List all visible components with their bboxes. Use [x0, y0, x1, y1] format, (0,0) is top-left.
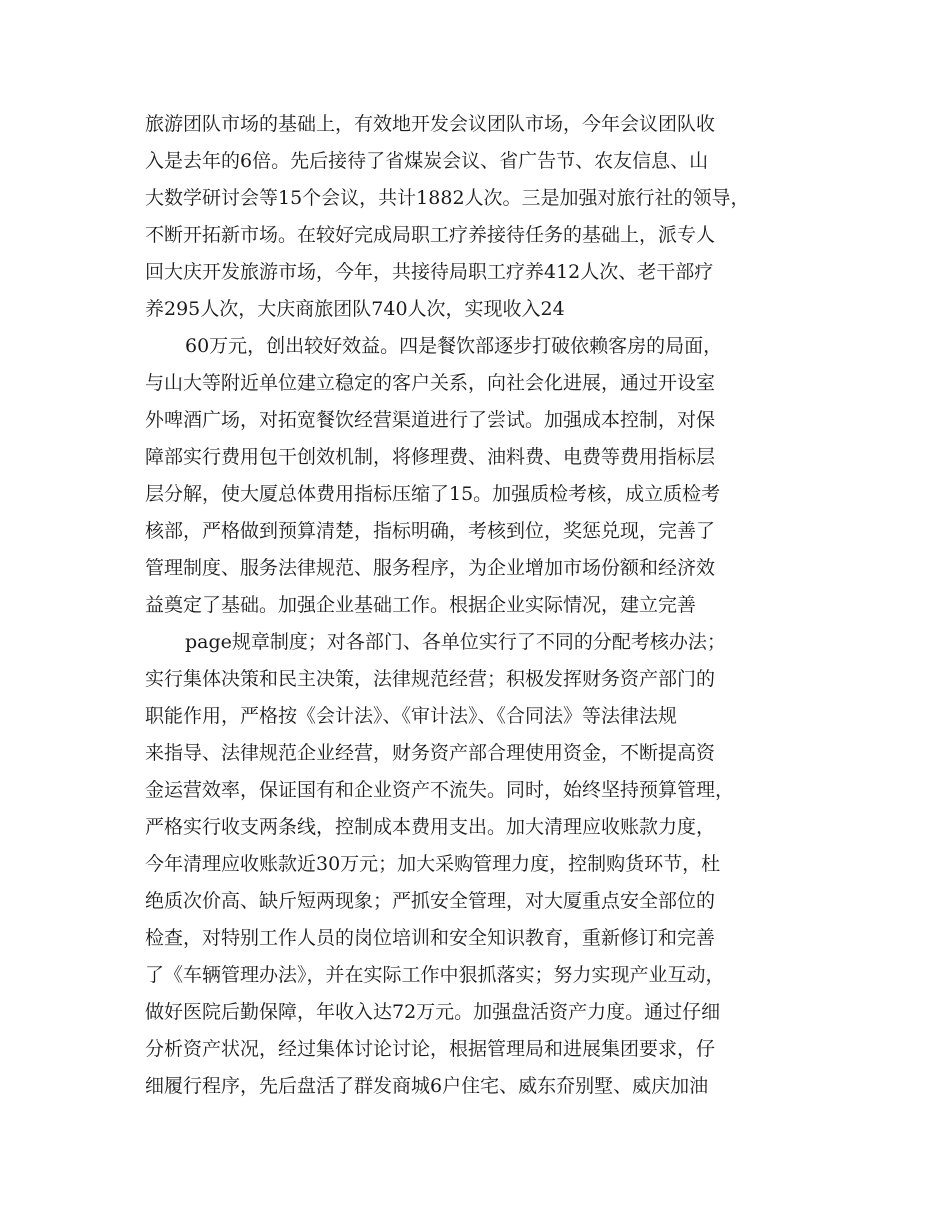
- text-line: 大数学研讨会等15个会议，共计1882人次。三是加强对旅行社的领导，: [145, 187, 750, 209]
- text-line: 核部，严格做到预算清楚，指标明确，考核到位，奖惩兑现，完善了: [145, 520, 716, 542]
- text-line: 了《车辆管理办法》，并在实际工作中狠抓落实；努力实现产业互动，: [145, 964, 725, 986]
- text-line: 严格实行收支两条线，控制成本费用支出。加大清理应收账款力度，: [145, 816, 716, 838]
- text-line: 金运营效率，保证国有和企业资产不流失。同时，始终坚持预算管理，: [145, 779, 735, 801]
- text-line: 外啤酒广场，对拓宽餐饮经营渠道进行了尝试。加强成本控制，对保: [145, 409, 716, 431]
- text-line: 障部实行费用包干创效机制，将修理费、油料费、电费等费用指标层: [145, 446, 716, 468]
- text-line: 不断开拓新市场。在较好完成局职工疗养接待任务的基础上，派专人: [145, 224, 716, 246]
- text-line: 层分解，使大厦总体费用指标压缩了15。加强质检考核，成立质检考: [145, 483, 721, 505]
- text-line: 旅游团队市场的基础上，有效地开发会议团队市场，今年会议团队收: [145, 113, 716, 135]
- text-line: 检查，对特别工作人员的岗位培训和安全知识教育，重新修订和完善: [145, 927, 716, 949]
- text-line: 入是去年的6倍。先后接待了省煤炭会议、省广告节、农友信息、山: [145, 150, 709, 172]
- text-line: page规章制度；对各部门、各单位实行了不同的分配考核办法；: [185, 631, 726, 653]
- text-line: 回大庆开发旅游市场，今年，共接待局职工疗养412人次、老干部疗: [145, 261, 714, 283]
- text-line: 职能作用，严格按《会计法》、《审计法》、《合同法》等法律法规: [145, 705, 678, 727]
- text-line: 与山大等附近单位建立稳定的客户关系，向社会化进展，通过开设室: [145, 372, 716, 394]
- text-line: 养295人次，大庆商旅团队740人次，实现收入24: [145, 298, 565, 320]
- text-line: 绝质次价高、缺斤短两现象；严抓安全管理，对大厦重点安全部位的: [145, 890, 716, 912]
- text-line: 细履行程序，先后盘活了群发商城6户住宅、威东夼别墅、威庆加油: [145, 1075, 709, 1097]
- text-line: 来指导、法律规范企业经营，财务资产部合理使用资金，不断提高资: [145, 742, 716, 764]
- body-text: [145, 106, 835, 1105]
- text-line: 益奠定了基础。加强企业基础工作。根据企业实际情况，建立完善: [145, 594, 697, 616]
- text-line: 做好医院后勤保障，年收入达72万元。加强盘活资产力度。通过仔细: [145, 1001, 721, 1023]
- text-line: 60万元，创出较好效益。四是餐饮部逐步打破依赖客房的局面，: [185, 335, 723, 357]
- text-line: 实行集体决策和民主决策，法律规范经营；积极发挥财务资产部门的: [145, 668, 716, 690]
- text-line: 分析资产状况，经过集体讨论讨论，根据管理局和进展集团要求，仔: [145, 1038, 716, 1060]
- text-line: 今年清理应收账款近30万元；加大采购管理力度，控制购货环节，杜: [145, 853, 721, 875]
- text-line: 管理制度、服务法律规范、服务程序，为企业增加市场份额和经济效: [145, 557, 716, 579]
